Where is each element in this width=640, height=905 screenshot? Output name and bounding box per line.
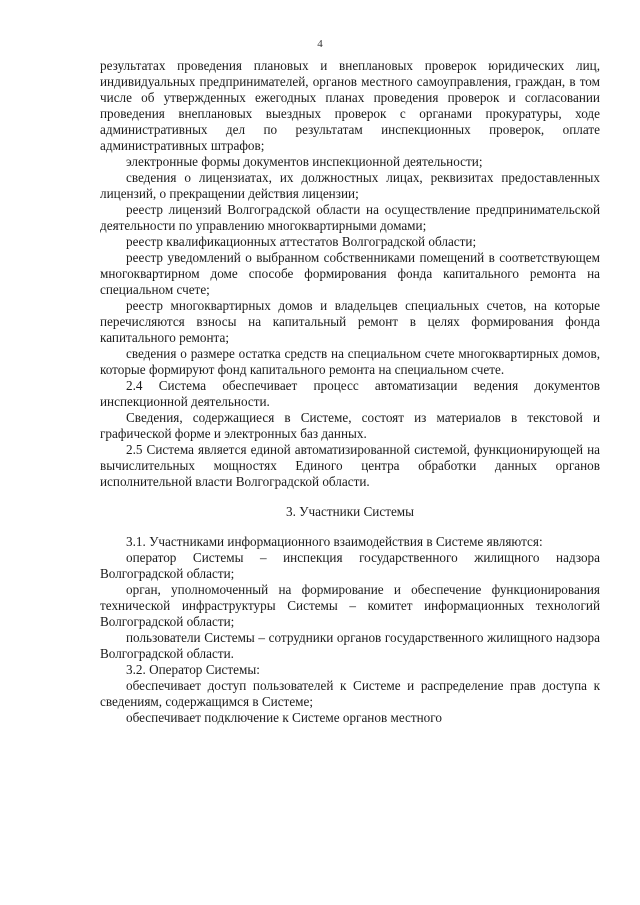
paragraph: Сведения, содержащиеся в Системе, состоят из материалов в текстовой и графической форме и электронных баз данных. (100, 410, 600, 441)
paragraph: реестр многоквартирных домов и владельцев специальных счетов, на которые перечисляются взносы на капитальный ремонт в целях формирования фонда капитального ремонта; (100, 298, 600, 345)
paragraph: 2.4 Система обеспечивает процесс автоматизации ведения документов инспекционной деятельности. (100, 378, 600, 409)
paragraph: 3.2. Оператор Системы: (126, 662, 260, 677)
section-2-continued (100, 58, 600, 490)
paragraph: реестр уведомлений о выбранном собственниками помещений в соответствующем многоквартирном доме способе формирования фонда капитального ремонта на специальном счете; (100, 250, 600, 297)
paragraph: орган, уполномоченный на формирование и обеспечение функционирования технической инфраструктуры Системы – комитет информационных технологий Волгоградской области; (100, 582, 600, 629)
paragraph: реестр квалификационных аттестатов Волгоградской области; (126, 234, 477, 249)
paragraph: реестр лицензий Волгоградской области на осуществление предпринимательской деятельности по управлению многоквартирными домами; (100, 202, 600, 233)
paragraph: электронные формы документов инспекционной деятельности; (126, 154, 483, 169)
paragraph: 3.1. Участниками информационного взаимодействия в Системе являются: (126, 534, 543, 549)
paragraph: обеспечивает подключение к Системе органов местного (126, 710, 442, 725)
section-heading: 3. Участники Системы (285, 504, 415, 519)
paragraph: результатах проведения плановых и внеплановых проверок юридических лиц, индивидуальных предпринимателей, органов местного самоуправления, граждан, в том числе об утвержденных ежегодных планах проведения проверок и согласовании проведения внеплановых выездных проверок с органами прокуратуры, ходе административных дел по результатам инспекционных проверок, оплате административных штрафов; (100, 58, 600, 153)
paragraph: сведения о лицензиатах, их должностных лицах, реквизитах предоставленных лицензий, о прекращении действия лицензии; (100, 170, 600, 201)
paragraph: 2.5 Система является единой автоматизированной системой, функционирующей на вычислительных мощностях Единого центра обработки данных органов исполнительной власти Волгоградской области. (100, 442, 600, 489)
paragraph: сведения о размере остатка средств на специальном счете многоквартирных домов, которые формируют фонд капитального ремонта на специальном счете. (100, 346, 600, 377)
section-3 (100, 534, 600, 726)
document-body (100, 58, 600, 726)
page-number: 4 (317, 38, 323, 50)
paragraph: пользователи Системы – сотрудники органов государственного жилищного надзора Волгоградской области. (100, 630, 600, 661)
paragraph: обеспечивает доступ пользователей к Системе и распределение прав доступа к сведениям, содержащимся в Системе; (100, 678, 600, 709)
paragraph: оператор Системы – инспекция государственного жилищного надзора Волгоградской области; (100, 550, 600, 581)
